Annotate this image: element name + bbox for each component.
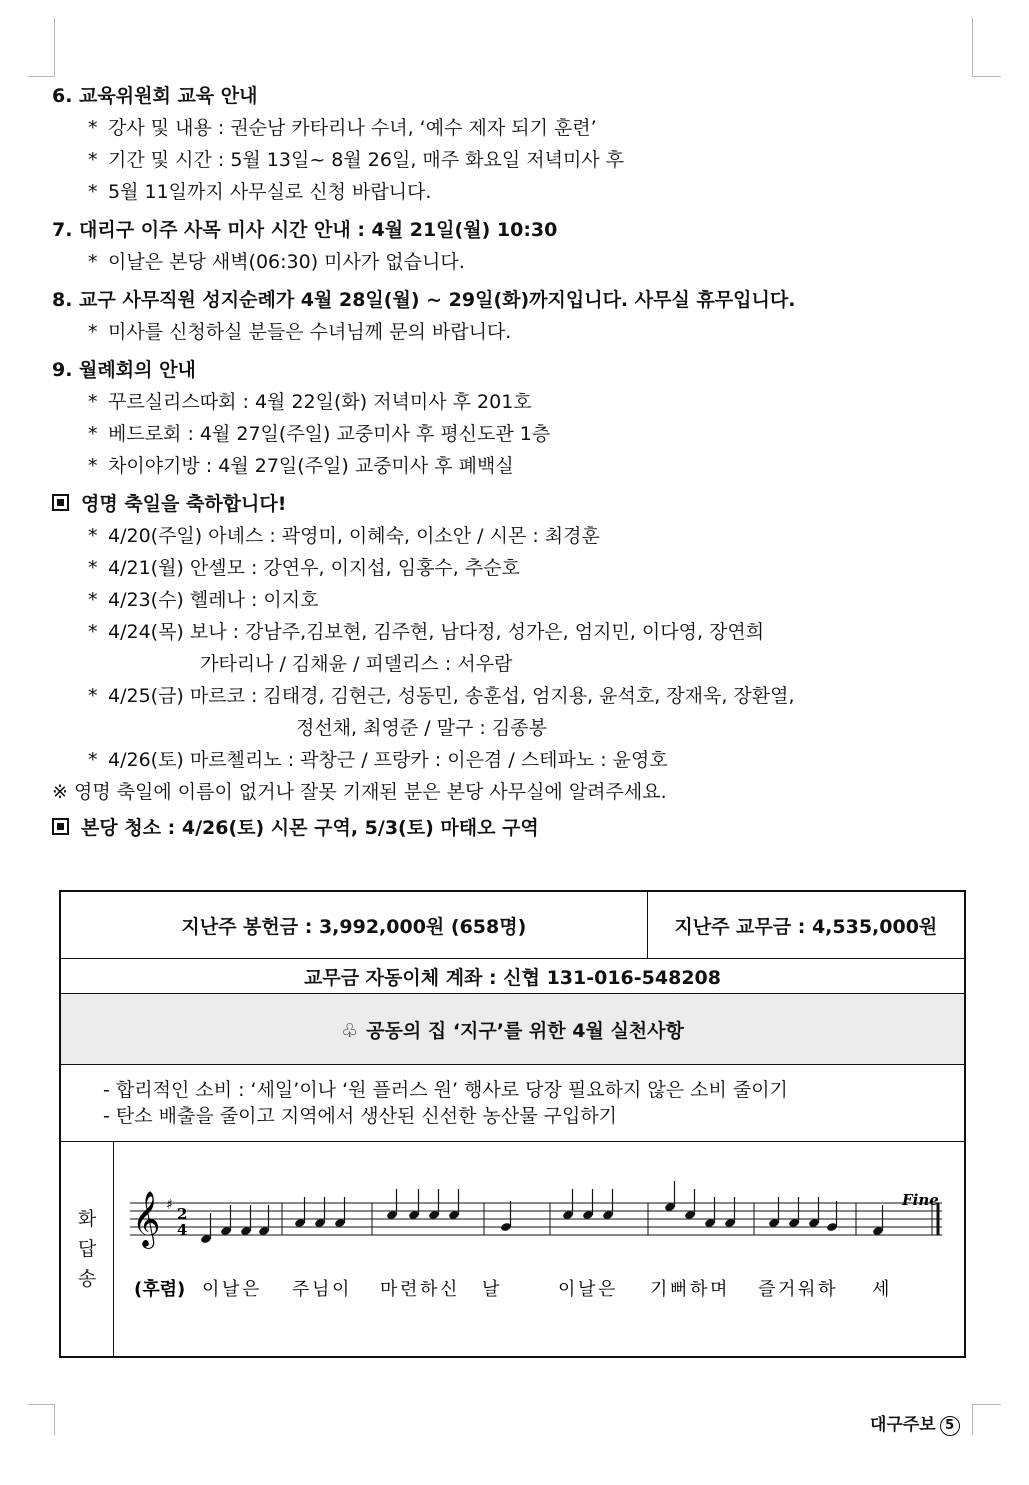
section-6-bullet: * 강사 및 내용 : 권순남 카타리나 수녀, ‘예수 제자 되기 훈련’ <box>88 117 597 139</box>
lyric-syllable: 이 <box>202 1279 220 1300</box>
section-9-title: 9. 월례회의 안내 <box>52 359 196 381</box>
practice-item: - 탄소 배출을 줄이고 지역에서 생산된 신선한 농산물 구입하기 <box>103 1105 618 1127</box>
section-9-bullet: * 베드로회 : 4월 27일(주일) 교중미사 후 평신도관 1층 <box>88 423 551 445</box>
feast-item: * 4/23(수) 헬레나 : 이지호 <box>88 589 319 611</box>
lyric-syllable: 뻐 <box>670 1279 688 1300</box>
refrain-label: (후렴) <box>134 1279 186 1300</box>
lyric-syllable: 즐 <box>758 1279 776 1300</box>
lyric-syllable: 련 <box>400 1279 418 1300</box>
practice-list-cell <box>60 1065 965 1142</box>
feast-item: * 4/21(월) 안셀모 : 강연우, 이지섭, 임홍수, 추순호 <box>88 557 520 579</box>
offering-cell: 지난주 봉헌금 : 3,992,000원 (658명) <box>60 891 647 959</box>
time-signature-top: 2 <box>177 1205 188 1223</box>
section-6-bullet: * 기간 및 시간 : 5월 13일~ 8월 26일, 매주 화요일 저녁미사 후 <box>88 149 625 171</box>
cleaning-title: 본당 청소 : 4/26(토) 시몬 구역, 5/3(토) 마태오 구역 <box>52 812 972 844</box>
lyric-syllable: 세 <box>872 1279 890 1300</box>
section-7-title: 7. 대리구 이주 사목 미사 시간 안내 : 4월 21일(월) 10:30 <box>52 219 558 241</box>
square-bullet-icon <box>52 818 69 835</box>
sharp-icon: ♯ <box>166 1197 173 1213</box>
lyric-syllable: 님 <box>312 1279 330 1300</box>
psalm-label-cell: 화 답 송 <box>60 1142 114 1358</box>
diocese-fund-cell: 지난주 교무금 : 4,535,000원 <box>647 891 965 959</box>
square-bullet-icon <box>52 494 69 511</box>
lyric-syllable: 은 <box>598 1279 616 1300</box>
feast-item: * 4/25(금) 마르코 : 김태경, 김현근, 성동민, 송훈섭, 엄지용, 윤석호, 장재욱, 장환열, <box>88 685 795 707</box>
section-9-bullet: * 꾸르실리스따회 : 4월 22일(화) 저녁미사 후 201호 <box>88 391 532 413</box>
crop-mark-bottom-left <box>28 1404 55 1435</box>
practice-title-cell: ♧ 공동의 집 ‘지구’를 위한 4월 실천사항 <box>60 994 965 1065</box>
section-7-bullet: * 이날은 본당 새벽(06:30) 미사가 없습니다. <box>88 251 465 273</box>
feast-item: * 4/24(목) 보나 : 강남주,김보현, 김주현, 남다정, 성가은, 엄지민, 이다영, 장연희 <box>88 621 765 643</box>
announcements <box>52 80 972 844</box>
crop-mark-top-left <box>28 18 55 77</box>
footer: 대구주보 5 <box>870 1410 960 1436</box>
lyric-syllable: 날 <box>222 1279 240 1300</box>
section-8-bullet: * 미사를 신청하실 분들은 수녀님께 문의 바랍니다. <box>88 321 512 343</box>
fine-mark: Fine <box>902 1191 939 1209</box>
crop-mark-top-right <box>972 18 1001 77</box>
section-9-bullet: * 차이야기방 : 4월 27일(주일) 교중미사 후 폐백실 <box>88 455 514 477</box>
time-signature-bottom: 4 <box>177 1221 188 1239</box>
practice-item: - 합리적인 소비 : ‘세일’이나 ‘원 플러스 원’ 행사로 당장 필요하지 않은 소비 줄이기 <box>103 1079 788 1101</box>
psalm-score-cell <box>114 1142 966 1358</box>
lyrics <box>202 1279 889 1300</box>
psalm-score <box>114 1143 964 1355</box>
section-8-title: 8. 교구 사무직원 성지순례가 4월 28일(월) ~ 29일(화)까지입니다. 사무실 휴무입니다. <box>52 289 796 311</box>
lyric-syllable: 거 <box>778 1279 796 1300</box>
lyric-syllable: 이 <box>558 1279 576 1300</box>
lyric-syllable: 하 <box>420 1279 438 1300</box>
lyric-syllable: 마 <box>380 1279 398 1300</box>
staff-lines <box>130 1203 942 1235</box>
info-box <box>59 890 966 1358</box>
account-cell: 교무금 자동이체 계좌 : 신협 131-016-548208 <box>60 959 965 994</box>
lyric-syllable: 워 <box>798 1279 816 1300</box>
lyric-syllable: 기 <box>650 1279 668 1300</box>
feast-item-continued: 가타리나 / 김채윤 / 피델리스 : 서우람 <box>200 653 513 675</box>
feast-item: * 4/20(주일) 아녜스 : 곽영미, 이혜숙, 이소안 / 시몬 : 최경훈 <box>88 525 600 547</box>
lyric-syllable: 하 <box>818 1279 836 1300</box>
lyric-syllable: 날 <box>482 1279 500 1300</box>
treble-clef-icon: 𝄞 <box>132 1191 161 1247</box>
clover-icon: ♧ <box>341 1019 359 1042</box>
lyric-syllable: 은 <box>242 1279 260 1300</box>
feast-item-continued: 정선채, 최영준 / 말구 : 김종봉 <box>296 717 547 739</box>
feast-title: 영명 축일을 축하합니다! <box>52 488 972 520</box>
section-6-bullet: * 5월 11일까지 사무실로 신청 바랍니다. <box>88 181 432 203</box>
lyric-syllable: 주 <box>292 1279 310 1300</box>
lyric-syllable: 며 <box>710 1279 728 1300</box>
lyric-syllable: 날 <box>578 1279 596 1300</box>
crop-mark-bottom-right <box>972 1404 1001 1435</box>
section-6-title: 6. 교육위원회 교육 안내 <box>52 85 258 107</box>
feast-item: * 4/26(토) 마르첼리노 : 곽창근 / 프랑카 : 이은겸 / 스테파노 : 윤영호 <box>88 749 668 771</box>
lyric-syllable: 신 <box>440 1279 458 1300</box>
lyric-syllable: 이 <box>332 1279 350 1300</box>
page-number: 5 <box>940 1416 960 1436</box>
feast-note: ※ 영명 축일에 이름이 없거나 잘못 기재된 분은 본당 사무실에 알려주세요. <box>52 781 667 803</box>
lyric-syllable: 하 <box>690 1279 708 1300</box>
